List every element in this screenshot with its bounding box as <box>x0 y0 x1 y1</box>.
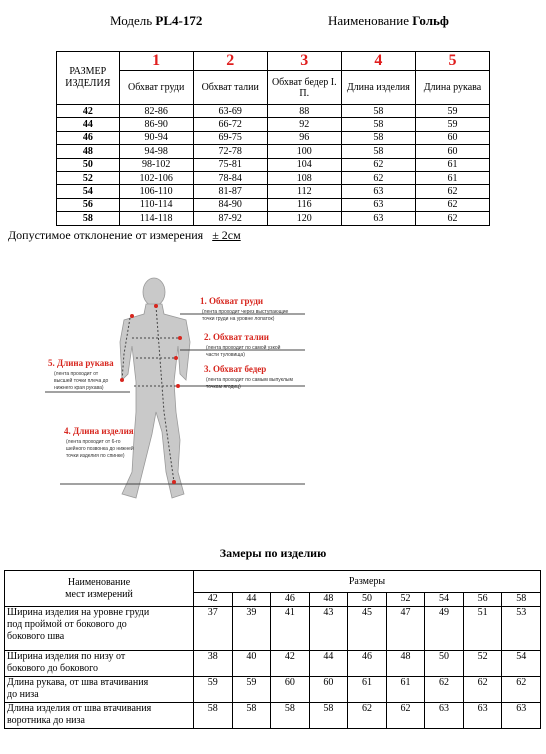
measure-cell: 90-94 <box>119 131 193 144</box>
measure-cell: 59 <box>415 105 489 118</box>
size-row <box>57 105 490 118</box>
measurement-value: 58 <box>194 703 233 729</box>
measure-cell: 114-118 <box>119 212 193 225</box>
size-header-cell: 48 <box>309 593 348 607</box>
measure-cell: 62 <box>415 198 489 211</box>
measure-cell: 63 <box>341 198 415 211</box>
measure-cell: 84-90 <box>193 198 267 211</box>
size-cell: 56 <box>57 198 120 211</box>
measurement-value: 63 <box>425 703 464 729</box>
label-length <box>64 426 134 459</box>
measurement-value: 41 <box>271 607 310 651</box>
measure-cell: 75-81 <box>193 158 267 171</box>
svg-text:части туловища): части туловища) <box>206 352 245 358</box>
measure-cell: 58 <box>341 118 415 131</box>
col-number-5: 5 <box>415 52 489 71</box>
measurement-label <box>5 651 194 677</box>
measurement-label-line: под проймой от бокового до <box>7 619 127 630</box>
measurement-label-line: до низа <box>7 689 39 700</box>
svg-text:3. Обхват бедер: 3. Обхват бедер <box>204 364 267 374</box>
col-number-3: 3 <box>267 52 341 71</box>
svg-text:4. Длина изделия: 4. Длина изделия <box>64 426 134 436</box>
measurement-value: 62 <box>425 677 464 703</box>
size-row <box>57 131 490 144</box>
svg-text:(лента проходит через выступаю: (лента проходит через выступающие <box>202 309 289 315</box>
product-name-label: Наименование <box>328 13 409 28</box>
size-header-cell: 52 <box>386 593 425 607</box>
size-cell: 54 <box>57 185 120 198</box>
size-header-cell: 54 <box>425 593 464 607</box>
model-value: PL4-172 <box>155 13 203 28</box>
measure-cell: 59 <box>415 118 489 131</box>
measurement-value: 50 <box>425 651 464 677</box>
size-cell: 52 <box>57 171 120 184</box>
measure-cell: 60 <box>415 131 489 144</box>
measure-cell: 86-90 <box>119 118 193 131</box>
measure-cell: 61 <box>415 158 489 171</box>
measurement-figure <box>40 262 340 522</box>
measure-cell: 120 <box>267 212 341 225</box>
col-label-chest: Обхват груди <box>119 71 193 105</box>
measure-cell: 66-72 <box>193 118 267 131</box>
measurement-value: 62 <box>463 677 502 703</box>
col-label-hips: Обхват бедер I. П. <box>267 71 341 105</box>
svg-text:точкам ягодиц): точкам ягодиц) <box>206 384 241 390</box>
model-heading <box>110 13 202 29</box>
svg-text:(лента проходит от: (лента проходит от <box>54 371 99 377</box>
measurement-value: 45 <box>348 607 387 651</box>
measurement-value: 63 <box>502 703 541 729</box>
measure-cell: 61 <box>415 171 489 184</box>
measurement-label <box>5 703 194 729</box>
col-label-waist: Обхват талии <box>193 71 267 105</box>
measure-cell: 78-84 <box>193 171 267 184</box>
measurement-value: 58 <box>232 703 271 729</box>
svg-text:(лента проходит по самой узкой: (лента проходит по самой узкой <box>206 345 281 351</box>
measurement-label-line: воротника до низа <box>7 715 85 726</box>
measure-cell: 81-87 <box>193 185 267 198</box>
label-sleeve <box>48 358 114 391</box>
measure-cell: 69-75 <box>193 131 267 144</box>
measurement-value: 62 <box>502 677 541 703</box>
size-header-cell: 50 <box>348 593 387 607</box>
measure-cell: 82-86 <box>119 105 193 118</box>
model-label: Модель <box>110 13 153 28</box>
measurement-row <box>5 703 541 729</box>
measure-cell: 112 <box>267 185 341 198</box>
garment-measurements-table <box>4 570 541 729</box>
measurement-value: 43 <box>309 607 348 651</box>
size-cell: 58 <box>57 212 120 225</box>
tolerance-value: ± 2см <box>212 228 241 242</box>
measure-cell: 62 <box>415 212 489 225</box>
tolerance-note <box>8 228 241 243</box>
measure-cell: 63 <box>341 185 415 198</box>
size-cell: 48 <box>57 145 120 158</box>
measurement-value: 58 <box>271 703 310 729</box>
size-cell: 44 <box>57 118 120 131</box>
measure-cell: 63 <box>341 212 415 225</box>
col-number-4: 4 <box>341 52 415 71</box>
sizes-header: Размеры <box>194 571 541 593</box>
measurement-row <box>5 677 541 703</box>
measurement-value: 44 <box>309 651 348 677</box>
measure-cell: 58 <box>341 131 415 144</box>
measure-cell: 116 <box>267 198 341 211</box>
measurement-label-line: Ширина изделия на уровне груди <box>7 607 150 618</box>
measure-cell: 88 <box>267 105 341 118</box>
svg-text:точки изделия по спинке): точки изделия по спинке) <box>66 453 125 459</box>
measurement-value: 47 <box>386 607 425 651</box>
product-name-value: Гольф <box>412 13 449 28</box>
measure-cell: 110-114 <box>119 198 193 211</box>
measure-cell: 104 <box>267 158 341 171</box>
size-chart-table <box>56 51 490 226</box>
size-chart-body <box>57 105 490 226</box>
size-header-cell: 44 <box>232 593 271 607</box>
col-number-2: 2 <box>193 52 267 71</box>
measurement-value: 54 <box>502 651 541 677</box>
measurement-value: 38 <box>194 651 233 677</box>
svg-text:1. Обхват груди: 1. Обхват груди <box>200 296 264 306</box>
svg-text:2. Обхват талии: 2. Обхват талии <box>204 332 269 342</box>
measurement-value: 59 <box>194 677 233 703</box>
measure-cell: 94-98 <box>119 145 193 158</box>
size-cell: 46 <box>57 131 120 144</box>
measure-cell: 62 <box>341 171 415 184</box>
measurement-value: 60 <box>271 677 310 703</box>
size-cell: 42 <box>57 105 120 118</box>
size-row <box>57 185 490 198</box>
measurement-label-line: Длина рукава, от шва втачивания <box>7 677 149 688</box>
measurement-value: 61 <box>386 677 425 703</box>
product-name-heading <box>328 13 449 29</box>
label-waist <box>204 332 281 358</box>
size-row <box>57 198 490 211</box>
svg-text:шейного позвонка до нижней: шейного позвонка до нижней <box>66 446 134 452</box>
size-header-cell: 56 <box>463 593 502 607</box>
measurement-value: 61 <box>348 677 387 703</box>
measurement-value: 49 <box>425 607 464 651</box>
size-cell: 50 <box>57 158 120 171</box>
measure-cell: 100 <box>267 145 341 158</box>
svg-text:высшей точки плеча до: высшей точки плеча до <box>54 378 109 384</box>
name-column-header: Наименование мест измерений <box>5 571 194 607</box>
size-header-cell: 58 <box>502 593 541 607</box>
measurement-value: 48 <box>386 651 425 677</box>
size-row <box>57 145 490 158</box>
measure-cell: 62 <box>341 158 415 171</box>
measurement-row <box>5 607 541 651</box>
svg-text:(лента проходит от 6-го: (лента проходит от 6-го <box>66 439 121 445</box>
svg-text:нижнего края рукава): нижнего края рукава) <box>54 385 104 391</box>
size-row <box>57 158 490 171</box>
measurement-value: 42 <box>271 651 310 677</box>
body-silhouette <box>120 278 190 498</box>
size-header-cell: 42 <box>194 593 233 607</box>
label-chest <box>200 296 289 322</box>
measurement-value: 37 <box>194 607 233 651</box>
svg-text:5. Длина рукава: 5. Длина рукава <box>48 358 114 368</box>
measurement-value: 52 <box>463 651 502 677</box>
size-header-cell: 46 <box>271 593 310 607</box>
measurement-label <box>5 677 194 703</box>
measurement-row <box>5 651 541 677</box>
size-row <box>57 118 490 131</box>
measurement-value: 62 <box>348 703 387 729</box>
measurement-label <box>5 607 194 651</box>
measure-cell: 96 <box>267 131 341 144</box>
measurement-label-line: бокового шва <box>7 631 65 642</box>
measurements-title: Замеры по изделию <box>219 546 327 560</box>
measure-cell: 58 <box>341 105 415 118</box>
measurement-value: 51 <box>463 607 502 651</box>
measurement-value: 60 <box>309 677 348 703</box>
measurement-value: 40 <box>232 651 271 677</box>
svg-text:(лента проходит по самым выпук: (лента проходит по самым выпуклым <box>206 377 293 383</box>
tolerance-text: Допустимое отклонение от измерения <box>8 228 204 242</box>
measurement-value: 59 <box>232 677 271 703</box>
measurement-value: 62 <box>386 703 425 729</box>
measure-cell: 62 <box>415 185 489 198</box>
measure-cell: 60 <box>415 145 489 158</box>
measure-cell: 92 <box>267 118 341 131</box>
measure-cell: 106-110 <box>119 185 193 198</box>
col-label-length: Длина изделия <box>341 71 415 105</box>
measure-cell: 63-69 <box>193 105 267 118</box>
measurement-value: 46 <box>348 651 387 677</box>
measurement-label-line: Ширина изделия по низу от <box>7 651 126 662</box>
measure-cell: 58 <box>341 145 415 158</box>
measurement-value: 39 <box>232 607 271 651</box>
measurement-label-line: бокового до бокового <box>7 663 98 674</box>
measurement-label-line: Длина изделия от шва втачивания <box>7 703 152 714</box>
measure-cell: 98-102 <box>119 158 193 171</box>
measurement-value: 63 <box>463 703 502 729</box>
measurement-value: 58 <box>309 703 348 729</box>
size-row <box>57 171 490 184</box>
col-label-sleeve: Длина рукава <box>415 71 489 105</box>
size-column-header: РАЗМЕР ИЗДЕЛИЯ <box>57 52 120 105</box>
measure-cell: 87-92 <box>193 212 267 225</box>
measure-cell: 72-78 <box>193 145 267 158</box>
size-row <box>57 212 490 225</box>
col-number-1: 1 <box>119 52 193 71</box>
measurement-value: 53 <box>502 607 541 651</box>
measure-cell: 102-106 <box>119 171 193 184</box>
measure-cell: 108 <box>267 171 341 184</box>
svg-text:точки груди на уровне лопаток): точки груди на уровне лопаток) <box>202 316 275 322</box>
